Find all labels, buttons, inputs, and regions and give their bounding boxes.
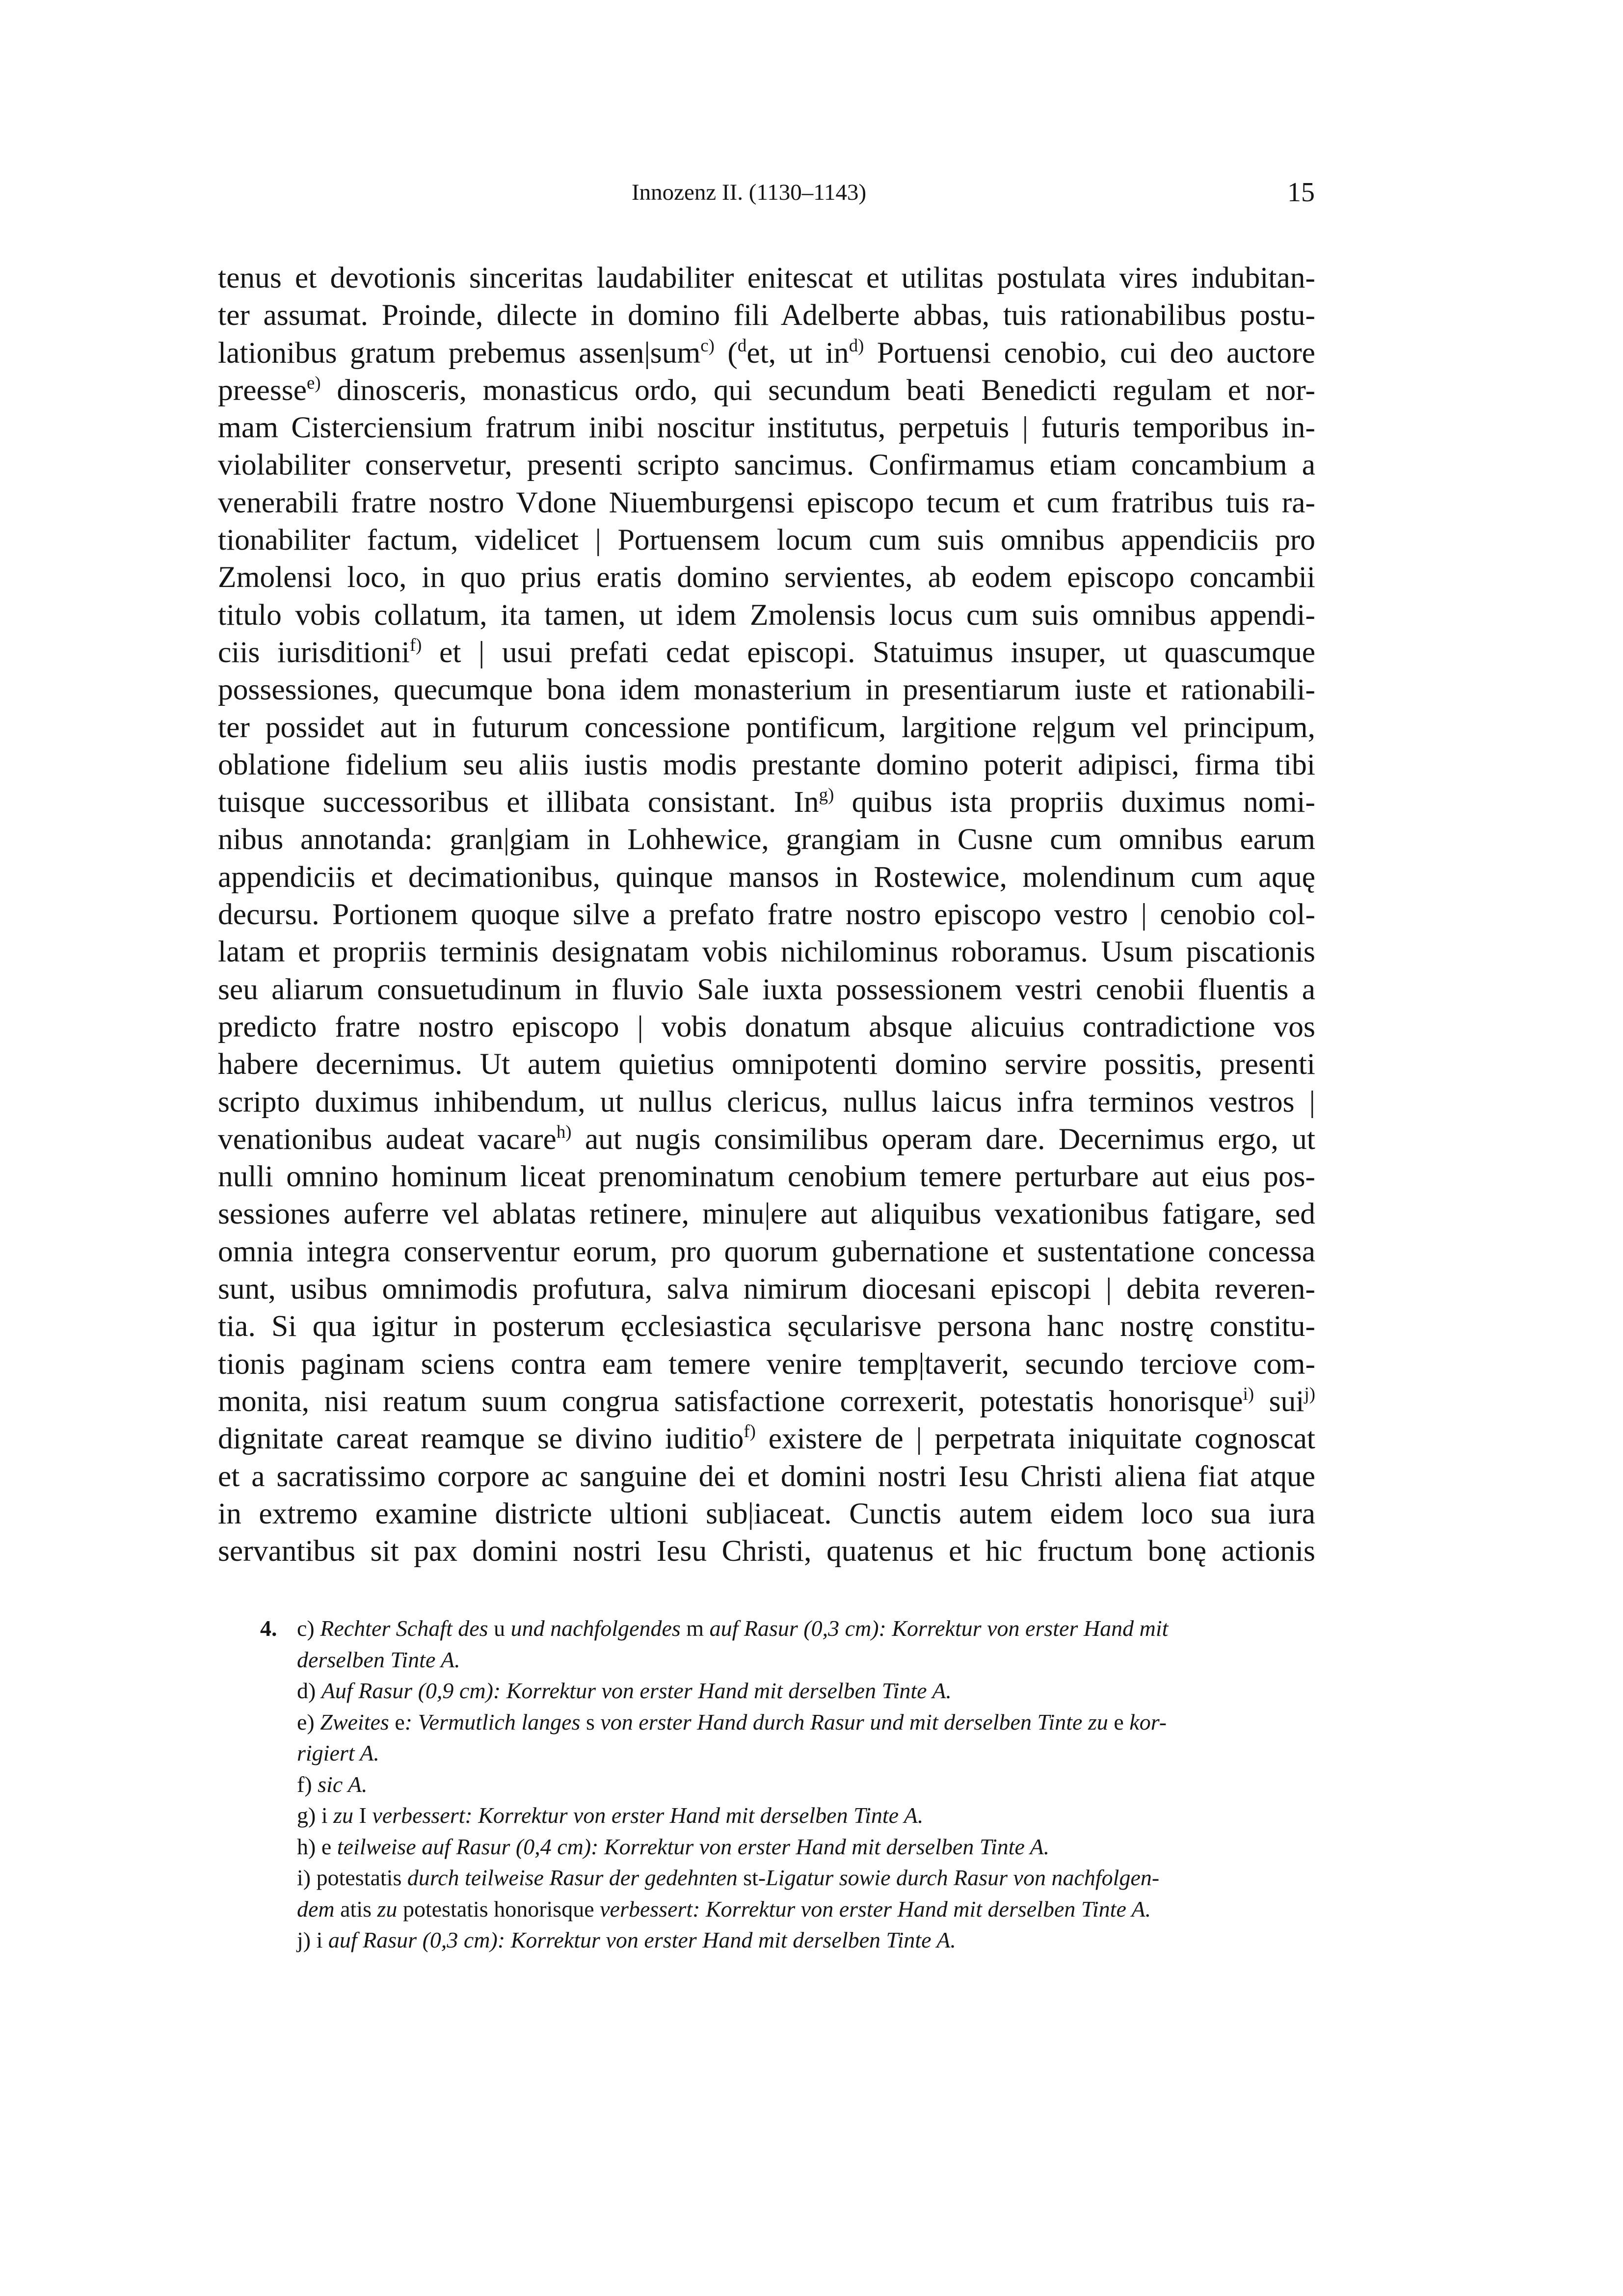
apparatus-run: auf Rasur (0,3 cm): Korrektur von erster Hand mit derselben Tinte A. (322, 1927, 956, 1952)
apparatus-run: -Ligatur sowie durch Rasur von nachfolgen- (758, 1865, 1160, 1890)
apparatus-run: auf Rasur (0,3 cm): Korrektur von erster Hand mit (704, 1616, 1169, 1641)
apparatus-run: sic A. (318, 1771, 368, 1797)
text-run: ter assumat. Proinde, dilecte in domino fili Adelberte abbas, tuis rationabilibus postu- (218, 298, 1315, 332)
apparatus-run: atis (340, 1896, 372, 1922)
apparatus-run: durch teilweise Rasur der gedehnten (401, 1865, 744, 1890)
text-run: Zmolensi loco, in quo prius eratis domino servientes, ab eodem episcopo concambii (218, 561, 1315, 594)
text-run: scripto duximus inhibendum, ut nullus clericus, nullus laicus infra terminos vestros | (218, 1085, 1315, 1119)
text-run: titulo vobis collatum, ita tamen, ut idem Zmolensis locus cum suis omnibus appendi- (218, 598, 1315, 632)
text-run: omnia integra conserventur eorum, pro quorum gubernatione et sustentatione concessa (218, 1234, 1315, 1268)
text-line (218, 1195, 1315, 1232)
apparatus-run: potestatis honorisque (402, 1896, 594, 1922)
text-line (218, 1308, 1315, 1345)
footnote-marker: f) (744, 1421, 756, 1442)
footnote-marker: d (737, 335, 747, 355)
text-run: mam Cisterciensium fratrum inibi noscitur institutus, perpetuis | futuris temporibus in- (218, 411, 1315, 445)
text-line (218, 1121, 1315, 1158)
apparatus-run: Zweites (320, 1709, 395, 1735)
apparatus-run: d) (297, 1678, 321, 1703)
text-run: venationibus audeat vacare (218, 1122, 557, 1156)
text-line (218, 634, 1315, 671)
main-text (218, 259, 1315, 1570)
text-line (218, 746, 1315, 783)
apparatus-run: m (686, 1616, 704, 1641)
apparatus-run: st (743, 1865, 758, 1890)
text-run: predicto fratre nostro episcopo | vobis donatum absque alicuius contradictione vos (218, 1010, 1315, 1043)
text-run: tuisque successoribus et illibata consistant. In (218, 785, 819, 819)
text-run: dignitate careat reamque se divino iuditio (218, 1422, 744, 1456)
text-run: violabiliter conservetur, presenti scripto sancimus. Confirmamus etiam concambium a (218, 448, 1315, 482)
apparatus-run: f) (297, 1771, 318, 1797)
apparatus-note-line (297, 1707, 1317, 1738)
apparatus-note-line (297, 1862, 1317, 1894)
text-run: tenus et devotionis sinceritas laudabiliter enitescat et utilitas postulata vires indubitan- (218, 261, 1315, 294)
text-line (218, 933, 1315, 970)
text-line (218, 559, 1315, 596)
apparatus-run: e) (297, 1709, 320, 1735)
text-run: aut nugis consimilibus operam dare. Decernimus ergo, ut (571, 1122, 1315, 1156)
apparatus-notes (297, 1613, 1317, 1956)
apparatus-note (297, 1862, 1317, 1924)
text-run: seu aliarum consuetudinum in fluvio Sale iuxta possessionem vestri cenobii fluentis a (218, 972, 1315, 1006)
text-line (218, 1083, 1315, 1121)
apparatus-note (297, 1800, 1317, 1831)
apparatus-run: derselben Tinte A. (297, 1647, 460, 1672)
footnote-marker: h) (556, 1121, 572, 1142)
apparatus-note (297, 1769, 1317, 1800)
footnote-marker: j) (1304, 1384, 1315, 1404)
apparatus-note-line (297, 1894, 1317, 1925)
text-line (218, 971, 1315, 1008)
apparatus-note-line (297, 1924, 1317, 1956)
apparatus-note-line (297, 1675, 1317, 1707)
apparatus-run: e (1114, 1709, 1124, 1735)
text-line (218, 1495, 1315, 1532)
critical-apparatus (260, 1613, 1317, 1956)
text-line (218, 372, 1315, 409)
apparatus-run: verbessert: Korrektur von erster Hand mit derselben Tinte A. (366, 1803, 924, 1828)
text-run: monita, nisi reatum suum congrua satisfactione correxerit, potestatis honorisque (218, 1384, 1243, 1418)
apparatus-run: i (321, 1803, 328, 1828)
text-run: et, ut in (746, 336, 849, 370)
text-run: ciis iurisditioni (218, 635, 410, 669)
apparatus-run: von erster Hand durch Rasur und mit derselben Tinte zu (594, 1709, 1114, 1735)
text-run: sessiones auferre vel ablatas retinere, minu|ere aut aliquibus vexationibus fatigare, sed (218, 1197, 1315, 1231)
apparatus-run: h) (297, 1834, 321, 1859)
apparatus-run: i (316, 1927, 323, 1952)
text-line (218, 521, 1315, 559)
apparatus-run: zu (327, 1803, 359, 1828)
text-run: nibus annotanda: gran|giam in Lohhewice, grangiam in Cusne cum omnibus earum (218, 823, 1315, 856)
text-run: habere decernimus. Ut autem quietius omnipotenti domino servire possitis, presenti (218, 1047, 1315, 1081)
text-run: appendiciis et decimationibus, quinque mansos in Rostewice, molendinum cum aquę (218, 860, 1315, 894)
text-run: tionis paginam sciens contra eam temere venire temp|taverit, secundo terciove com- (218, 1347, 1315, 1381)
text-run: dinosceris, monasticus ordo, qui secundum beati Benedicti regulam et nor- (320, 373, 1315, 407)
footnote-marker: e) (307, 373, 321, 393)
footnote-marker: i) (1243, 1384, 1254, 1404)
text-line (218, 783, 1315, 821)
text-line (218, 671, 1315, 708)
text-run: sui (1254, 1384, 1304, 1418)
footnote-marker: c) (700, 335, 715, 355)
apparatus-note (297, 1613, 1317, 1675)
text-run: ( (714, 336, 738, 370)
apparatus-run: Rechter Schaft des (320, 1616, 494, 1641)
apparatus-note-line (297, 1769, 1317, 1800)
text-line (218, 1383, 1315, 1420)
apparatus-document-number: 4. (260, 1616, 277, 1641)
text-run: et | usui prefati cedat episcopi. Statuimus insuper, ut quascumque (422, 635, 1315, 669)
apparatus-run: rigiert A. (297, 1740, 379, 1765)
text-line (218, 1008, 1315, 1045)
footnote-marker: g) (819, 784, 834, 805)
apparatus-note (297, 1924, 1317, 1956)
footnote-marker: f) (409, 635, 422, 655)
text-run: servantibus sit pax domini nostri Iesu Christi, quatenus et hic fructum bonę actionis (218, 1534, 1315, 1568)
apparatus-run: u (494, 1616, 506, 1641)
text-run: lationibus gratum prebemus assen|sum (218, 336, 701, 370)
text-line (218, 296, 1315, 334)
text-line (218, 1345, 1315, 1383)
apparatus-run: e (395, 1709, 405, 1735)
text-line (218, 1158, 1315, 1195)
running-head: Innozenz II. (1130–1143) (632, 180, 867, 205)
text-line (218, 334, 1315, 372)
apparatus-note (297, 1675, 1317, 1707)
text-line (218, 409, 1315, 446)
apparatus-run: e (321, 1834, 332, 1859)
text-line (218, 259, 1315, 296)
text-line (218, 446, 1315, 483)
text-line (218, 1233, 1315, 1270)
text-line (218, 1270, 1315, 1308)
text-run: quibus ista propriis duximus nomi- (834, 785, 1315, 819)
apparatus-run: potestatis (316, 1865, 402, 1890)
text-run: venerabili fratre nostro Vdone Niuemburgensi episcopo tecum et cum fratribus tuis ra- (218, 485, 1315, 519)
apparatus-note (297, 1831, 1317, 1863)
text-run: preesse (218, 373, 307, 407)
apparatus-run: verbessert: Korrektur von erster Hand mit derselben Tinte A. (594, 1896, 1151, 1922)
footnote-marker: d) (849, 335, 864, 355)
text-run: ter possidet aut in futurum concessione pontificum, largitione re|gum vel principum, (218, 710, 1315, 744)
apparatus-note-line (297, 1737, 1317, 1769)
apparatus-run: und nachfolgendes (505, 1616, 687, 1641)
apparatus-run: teilweise auf Rasur (0,4 cm): Korrektur von erster Hand mit derselben Tinte A. (331, 1834, 1050, 1859)
apparatus-run: kor- (1123, 1709, 1167, 1735)
page-number: 15 (1287, 177, 1315, 208)
text-line (218, 596, 1315, 634)
text-run: sunt, usibus omnimodis profutura, salva nimirum diocesani episcopi | debita reveren- (218, 1272, 1315, 1306)
text-line (218, 1045, 1315, 1083)
apparatus-note (297, 1707, 1317, 1769)
apparatus-run: zu (372, 1896, 403, 1922)
text-run: tia. Si qua igitur in posterum ęcclesiastica sęcularisve persona hanc nostrę constitu- (218, 1309, 1315, 1343)
text-line (218, 1532, 1315, 1570)
text-line (218, 709, 1315, 746)
text-run: et a sacratissimo corpore ac sanguine dei et domini nostri Iesu Christi aliena fiat atque (218, 1459, 1315, 1493)
text-run: tionabiliter factum, videlicet | Portuensem locum cum suis omnibus appendiciis pro (218, 523, 1315, 557)
text-line (218, 821, 1315, 858)
text-line (218, 1420, 1315, 1457)
text-line (218, 858, 1315, 896)
apparatus-run: dem (297, 1896, 341, 1922)
apparatus-run: s (585, 1709, 595, 1735)
text-run: latam et propriis terminis designatam vobis nichilominus roboramus. Usum piscationis (218, 935, 1315, 969)
text-run: existere de | perpetrata iniquitate cognoscat (755, 1422, 1316, 1456)
text-line (218, 484, 1315, 521)
apparatus-run: i) (297, 1865, 317, 1890)
apparatus-note-line (297, 1613, 1317, 1644)
apparatus-run: c) (297, 1616, 320, 1641)
text-run: in extremo examine districte ultioni sub|iaceat. Cunctis autem eidem loco sua iura (218, 1496, 1315, 1530)
apparatus-run: I (359, 1803, 367, 1828)
apparatus-run: g) (297, 1803, 321, 1828)
apparatus-run: j) (297, 1927, 317, 1952)
text-run: Portuensi cenobio, cui deo auctore (864, 336, 1315, 370)
apparatus-run: : Vermutlich langes (404, 1709, 586, 1735)
apparatus-note-line (297, 1831, 1317, 1863)
text-run: decursu. Portionem quoque silve a prefato fratre nostro episcopo vestro | cenobio col- (218, 898, 1315, 932)
text-run: possessiones, quecumque bona idem monasterium in presentiarum iuste et rationabili- (218, 673, 1315, 707)
text-run: oblatione fidelium seu aliis iustis modis prestante domino poterit adipisci, firma tibi (218, 748, 1315, 781)
text-line (218, 1458, 1315, 1495)
apparatus-run: Auf Rasur (0,9 cm): Korrektur von erster Hand mit derselben Tinte A. (321, 1678, 952, 1703)
apparatus-note-line (297, 1800, 1317, 1831)
text-run: nulli omnino hominum liceat prenominatum cenobium temere perturbare aut eius pos- (218, 1160, 1315, 1194)
text-line (218, 896, 1315, 933)
apparatus-note-line (297, 1644, 1317, 1676)
